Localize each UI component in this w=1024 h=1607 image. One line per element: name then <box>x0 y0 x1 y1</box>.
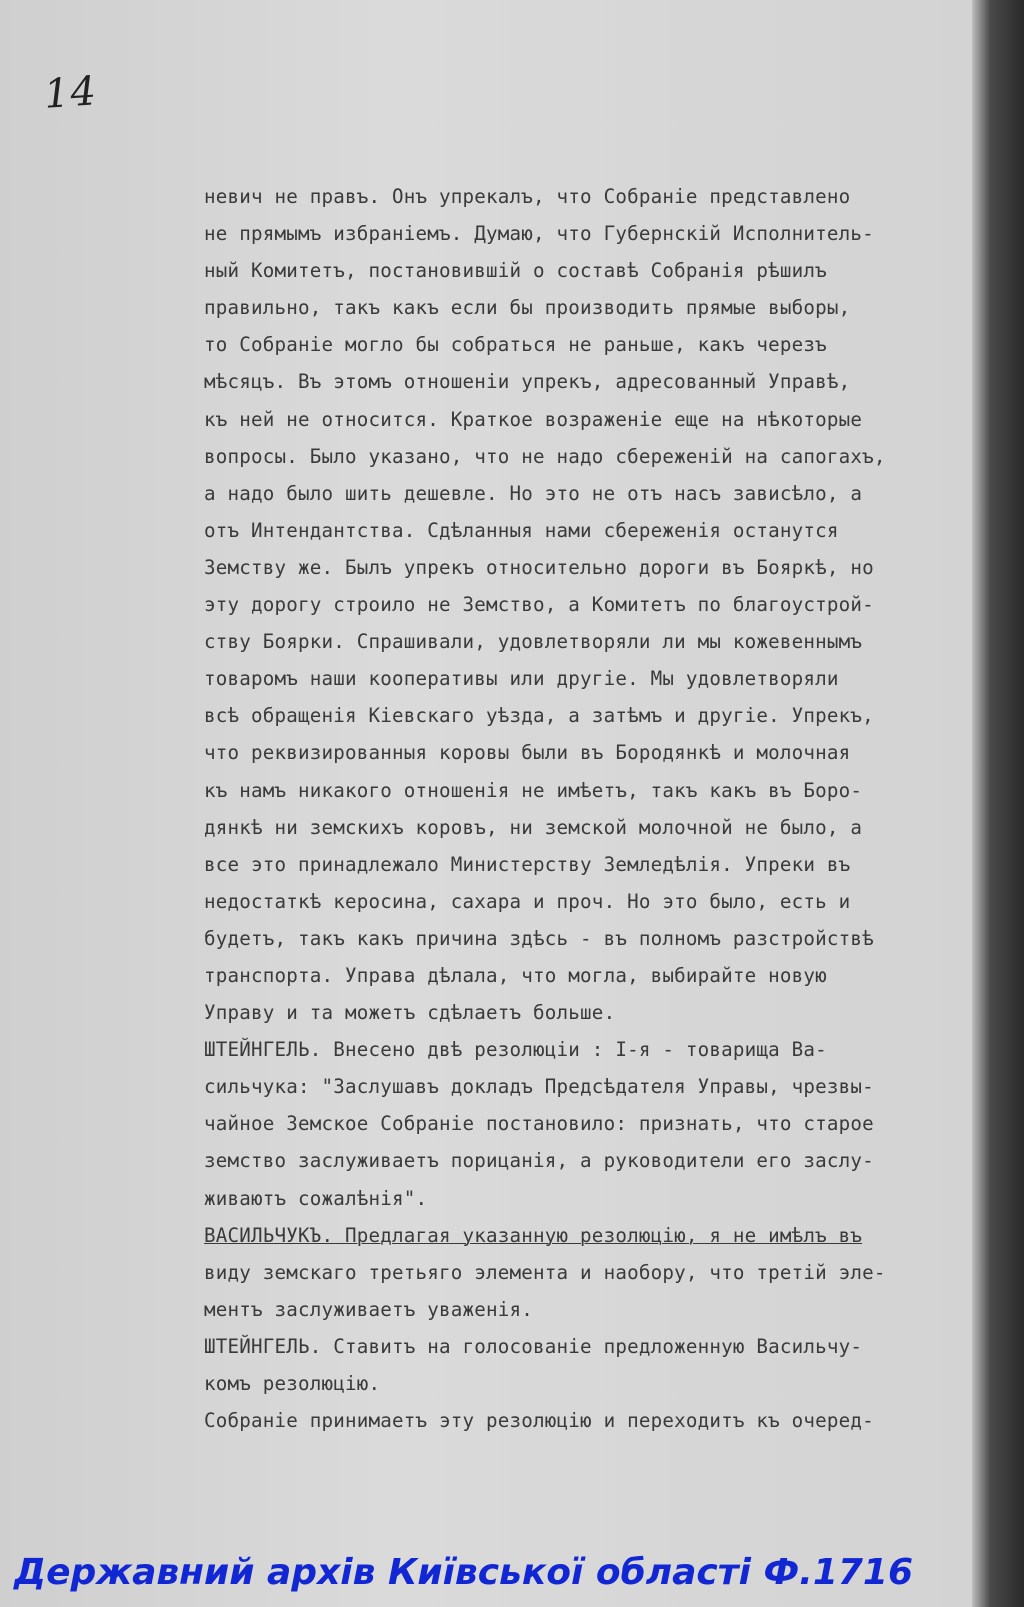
text-line: Земству же. Былъ упрекъ относительно дороги въ Бояркѣ, но <box>204 555 874 579</box>
text-line: всѣ обращенія Кіевскаго уѣзда, а затѣмъ и другіе. Упрекъ, <box>204 704 874 728</box>
text-line: ству Боярки. Спрашивали, удовлетворяли ли мы кожевеннымъ <box>204 630 863 654</box>
text-line: отъ Интендантства. Сдѣланныя нами сбереженія останутся <box>204 518 839 542</box>
text-line: виду земскаго третьяго элемента и наобору, что третій эле- <box>204 1260 886 1284</box>
text-line: транспорта. Управа дѣлала, что могла, выбирайте новую <box>204 963 827 987</box>
text-line: будетъ, такъ какъ причина здѣсь - въ полномъ разстройствѣ <box>204 926 874 950</box>
speaker-line: ШТЕЙНГЕЛЬ. Ставитъ на голосованіе предложенную Васильчу- <box>204 1334 863 1358</box>
speaker-line: ШТЕЙНГЕЛЬ. Внесено двѣ резолюціи : I-я - товарища Ва- <box>204 1038 827 1062</box>
text-line: земство заслуживаетъ порицанія, а руководители его заслу- <box>204 1149 874 1173</box>
text-line: мѣсяцъ. Въ этомъ отношеніи упрекъ, адресованный Управѣ, <box>204 370 851 394</box>
text-line: невич не правъ. Онъ упрекалъ, что Собраніе представлено <box>204 185 851 208</box>
text-line: чайное Земское Собраніе постановило: признать, что старое <box>204 1112 874 1136</box>
folio-number: 14 <box>42 68 99 118</box>
text-line: недостаткѣ керосина, сахара и проч. Но это было, есть и <box>204 889 851 913</box>
text-line: Собраніе принимаетъ эту резолюцію и переходитъ къ очеред- <box>204 1409 874 1433</box>
text-line: товаромъ наши кооперативы или другіе. Мы удовлетворяли <box>204 667 839 691</box>
speaker-line: ВАСИЛЬЧУКЪ. Предлагая указанную резолюцію, я не имѣлъ въ <box>204 1223 863 1247</box>
text-line: то Собраніе могло бы собраться не раньше, какъ черезъ <box>204 333 827 357</box>
text-line: правильно, такъ какъ если бы производить прямые выборы, <box>204 296 851 320</box>
page-edge-shadow <box>972 0 1024 1607</box>
text-line: дянкѣ ни земскихъ коровъ, ни земской молочной не было, а <box>204 815 863 839</box>
text-line: вопросы. Было указано, что не надо сбереженій на сапогахъ, <box>204 444 886 468</box>
text-line: къ намъ никакого отношенія не имѣетъ, такъ какъ въ Боро- <box>204 778 863 802</box>
text-line: ментъ заслуживаетъ уваженія. <box>204 1297 534 1321</box>
text-line: что реквизированныя коровы были въ Бородянкѣ и молочная <box>204 741 851 765</box>
text-line: сильчука: "Заслушавъ докладъ Предсѣдателя Управы, чрезвы- <box>204 1075 874 1099</box>
text-line: комъ резолюцію. <box>204 1372 381 1395</box>
text-line: Управу и та можетъ сдѣлаетъ больше. <box>204 1001 616 1025</box>
archive-watermark: Державний архів Київської області Ф.1716 <box>14 1552 914 1593</box>
typewritten-text <box>204 178 934 1439</box>
text-line: ный Комитетъ, постановившій о составѣ Собранія рѣшилъ <box>204 259 827 283</box>
text-line: все это принадлежало Министерству Земледѣлія. Упреки въ <box>204 852 851 876</box>
text-line: къ ней не относится. Краткое возраженіе еще на нѣкоторые <box>204 407 863 431</box>
text-line: живаютъ сожалѣнія". <box>204 1186 428 1210</box>
text-line: эту дорогу строило не Земство, а Комитетъ по благоустрой- <box>204 593 874 617</box>
text-line: а надо было шить дешевле. Но это не отъ насъ зависѣло, а <box>204 481 863 505</box>
text-line: не прямымъ избраніемъ. Думаю, что Губернскій Исполнитель- <box>204 222 874 246</box>
